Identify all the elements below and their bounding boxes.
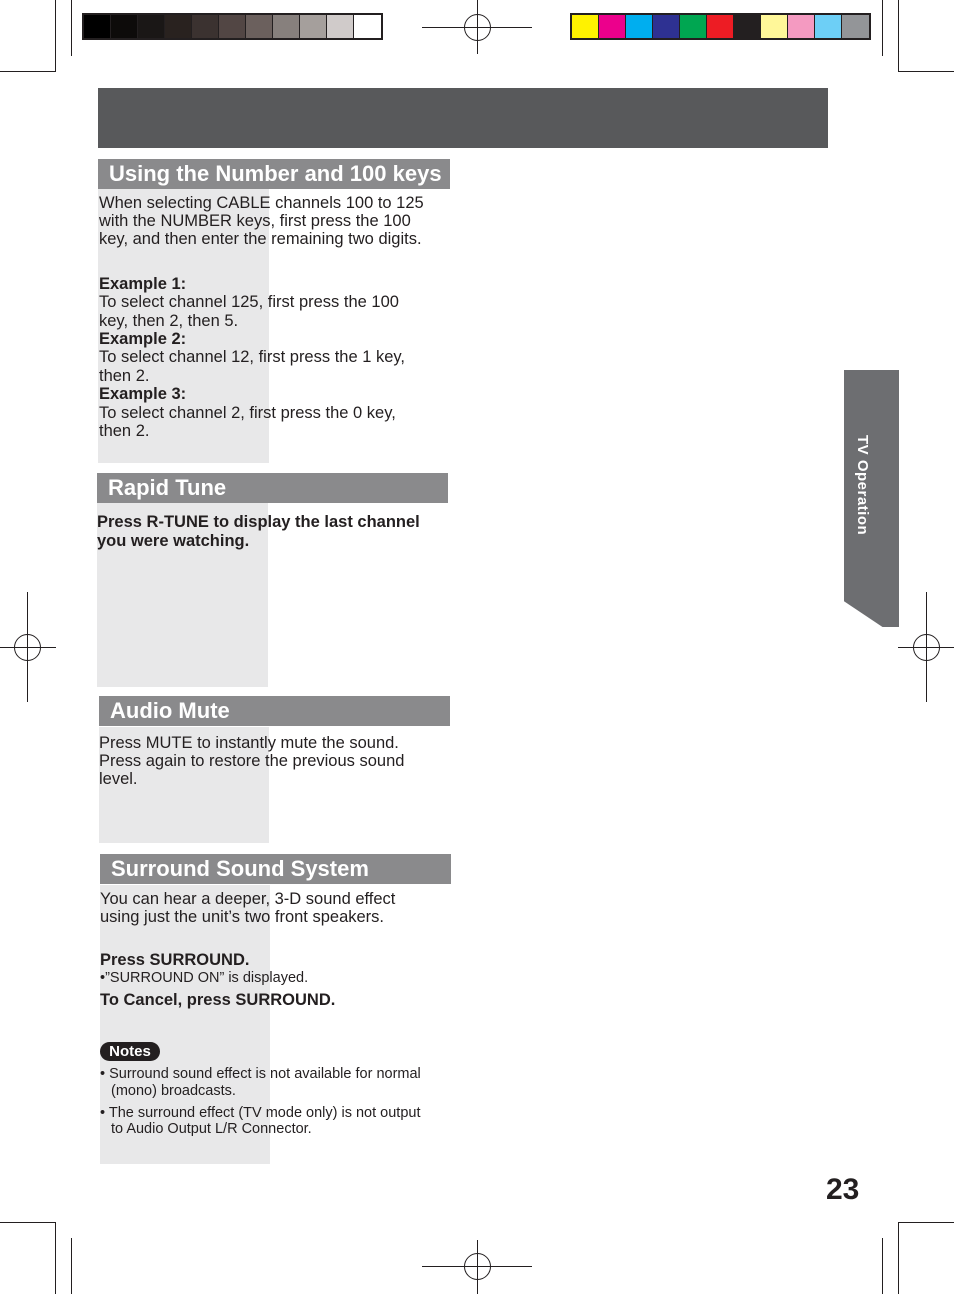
- crop-mark: [898, 71, 954, 72]
- surround-displayed: •”SURROUND ON” is displayed.: [100, 970, 309, 986]
- note-2-line-1: • The surround effect (TV mode only) is not output: [100, 1105, 421, 1121]
- color-swatch: [599, 15, 626, 38]
- crop-mark: [882, 1238, 883, 1294]
- page-number: 23: [826, 1173, 860, 1206]
- surround-press: Press SURROUND.: [100, 951, 250, 969]
- crop-mark: [898, 1222, 954, 1223]
- rapid-tune-line-1: Press R-TUNE to display the last channel: [97, 513, 420, 531]
- example-3-line-1: To select channel 2, first press the 0 key,: [99, 404, 396, 422]
- example-2-line-2: then 2.: [99, 367, 150, 385]
- color-swatch: [707, 15, 734, 38]
- crop-mark: [898, 0, 899, 72]
- crop-mark: [0, 1222, 56, 1223]
- audio-mute-line-1: Press MUTE to instantly mute the sound.: [99, 734, 399, 752]
- color-swatch: [842, 15, 869, 38]
- color-swatch: [354, 15, 381, 38]
- crop-mark: [71, 1238, 72, 1294]
- audio-mute-line-3: level.: [99, 770, 138, 788]
- color-swatch: [327, 15, 354, 38]
- number-keys-intro-2: with the NUMBER keys, first press the 100: [99, 212, 411, 230]
- note-1-line-1: • Surround sound effect is not available for normal: [100, 1066, 421, 1082]
- color-swatch: [572, 15, 599, 38]
- surround-cancel: To Cancel, press SURROUND.: [100, 991, 336, 1009]
- number-keys-intro-3: key, and then enter the remaining two digits.: [99, 230, 422, 248]
- example-3-label: Example 3:: [99, 385, 187, 403]
- color-swatch: [815, 15, 842, 38]
- color-swatch: [626, 15, 653, 38]
- color-bar: [570, 13, 871, 40]
- color-swatch: [300, 15, 327, 38]
- crop-mark: [55, 1222, 56, 1294]
- example-2-line-1: To select channel 12, first press the 1 key,: [99, 348, 406, 366]
- surround-intro-2: using just the unit’s two front speakers.: [100, 908, 385, 926]
- color-swatch: [734, 15, 761, 38]
- crop-mark: [882, 0, 883, 56]
- color-swatch: [111, 15, 138, 38]
- note-1-line-2: (mono) broadcasts.: [111, 1083, 236, 1099]
- color-swatch: [165, 15, 192, 38]
- color-swatch: [761, 15, 788, 38]
- section-title-surround: Surround Sound System: [100, 854, 451, 884]
- section-title-rapid-tune: Rapid Tune: [97, 473, 448, 503]
- crop-mark: [55, 0, 56, 72]
- crop-mark: [71, 0, 72, 56]
- header-band: [98, 88, 828, 148]
- crop-mark: [0, 71, 56, 72]
- crop-mark: [898, 1222, 899, 1294]
- color-swatch: [246, 15, 273, 38]
- color-swatch: [273, 15, 300, 38]
- color-swatch: [788, 15, 815, 38]
- section-title-audio-mute: Audio Mute: [99, 696, 450, 726]
- example-3-line-2: then 2.: [99, 422, 150, 440]
- example-1-line-1: To select channel 125, first press the 100: [99, 293, 399, 311]
- color-swatch: [219, 15, 246, 38]
- example-2-label: Example 2:: [99, 330, 187, 348]
- section-title-number-keys: Using the Number and 100 keys: [98, 159, 450, 189]
- surround-intro-1: You can hear a deeper, 3-D sound effect: [100, 890, 396, 908]
- number-keys-intro-1: When selecting CABLE channels 100 to 125: [99, 194, 424, 212]
- color-swatch: [84, 15, 111, 38]
- notes-badge: Notes: [100, 1042, 160, 1061]
- color-swatch: [653, 15, 680, 38]
- rapid-tune-line-2: you were watching.: [97, 532, 250, 550]
- audio-mute-line-2: Press again to restore the previous sound: [99, 752, 405, 770]
- note-2-line-2: to Audio Output L/R Connector.: [111, 1121, 312, 1137]
- example-1-line-2: key, then 2, then 5.: [99, 312, 239, 330]
- side-tab-label: TV Operation: [854, 435, 871, 536]
- color-swatch: [138, 15, 165, 38]
- color-swatch: [680, 15, 707, 38]
- grayscale-bar: [82, 13, 383, 40]
- color-swatch: [192, 15, 219, 38]
- example-1-label: Example 1:: [99, 275, 187, 293]
